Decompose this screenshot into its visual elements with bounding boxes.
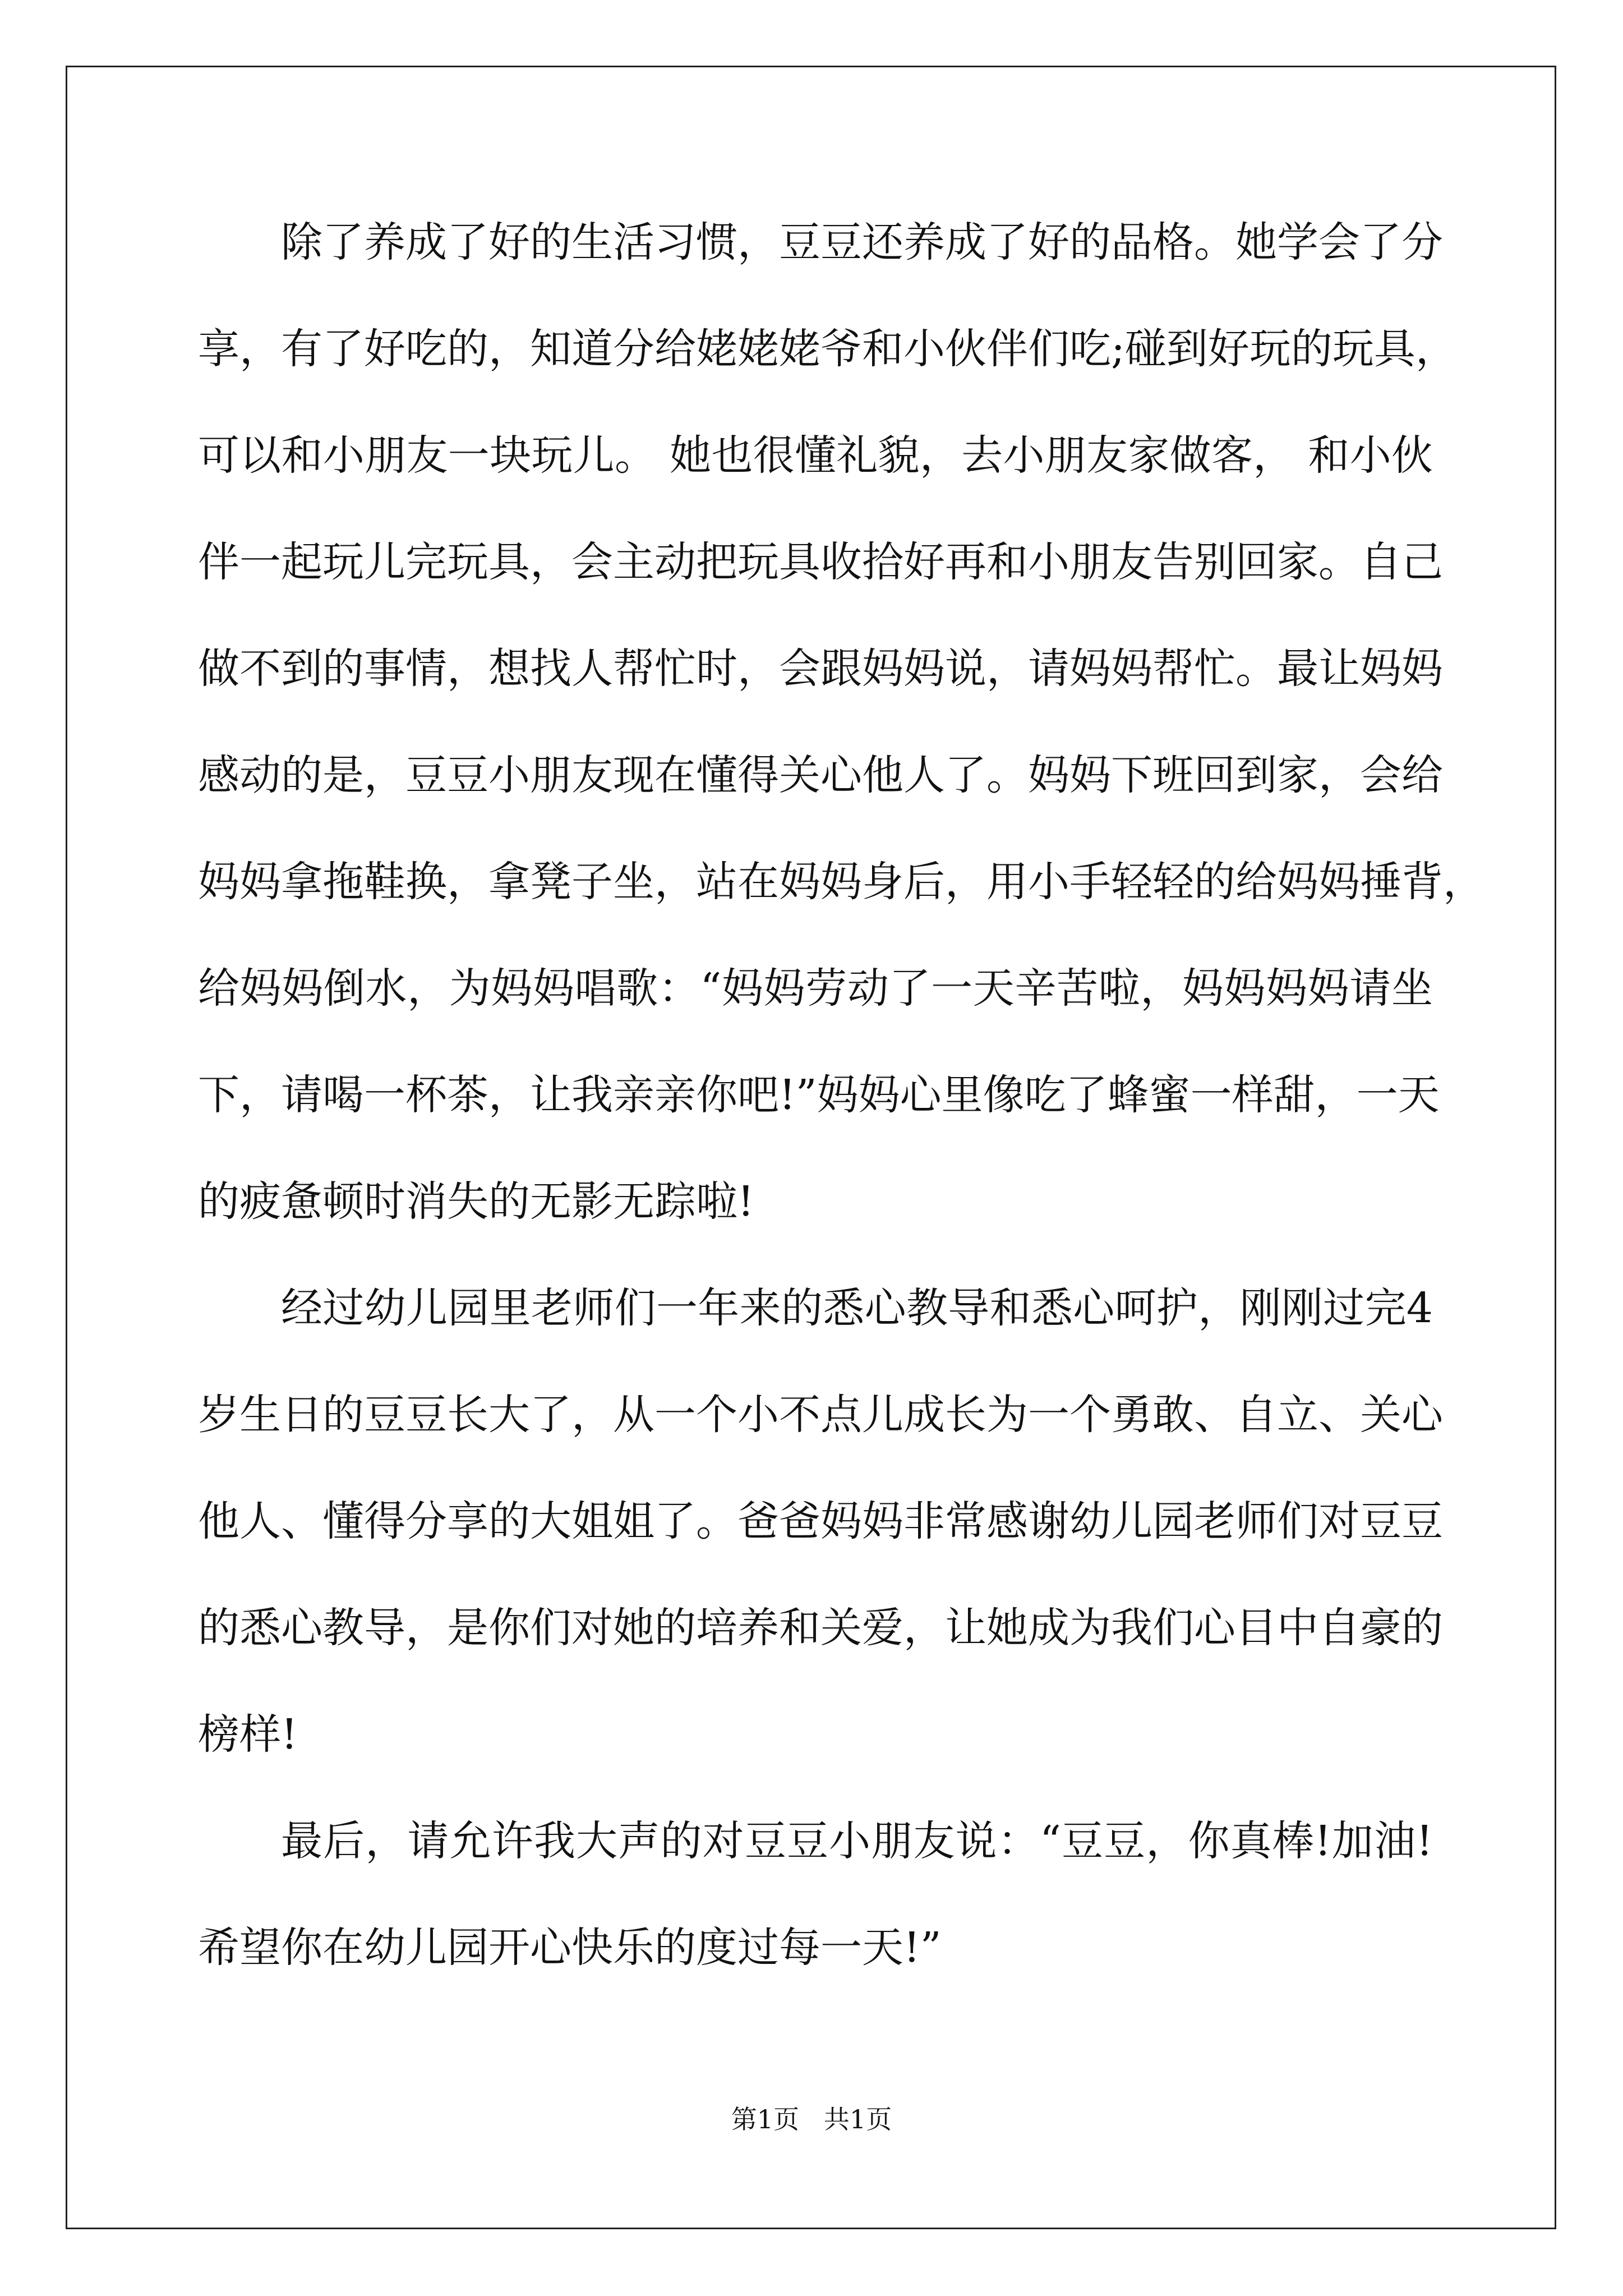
text-line: 榜样! <box>198 1710 298 1759</box>
text-line: 他人、懂得分享的大姐姐了。爸爸妈妈非常感谢幼儿园老师们对豆豆 <box>198 1497 1443 1545</box>
text-line: 给妈妈倒水，为妈妈唱歌：“妈妈劳动了一天辛苦啦，妈妈妈妈请坐 <box>198 964 1433 1013</box>
text-line: 可以和小朋友一块玩儿。 她也很懂礼貌，去小朋友家做客， 和小伙 <box>198 431 1433 480</box>
page-footer: 第1页 共1页 <box>731 2104 892 2134</box>
text-line: 做不到的事情，想找人帮忙时，会跟妈妈说，请妈妈帮忙。最让妈妈 <box>198 645 1443 693</box>
text-line: 妈妈拿拖鞋换，拿凳子坐，站在妈妈身后，用小手轻轻的给妈妈捶背， <box>198 858 1484 906</box>
text-line: 经过幼儿园里老师们一年来的悉心教导和悉心呵护，刚刚过完4 <box>281 1284 1433 1332</box>
text-line: 岁生日的豆豆长大了，从一个小不点儿成长为一个勇敢、自立、关心 <box>198 1391 1443 1439</box>
text-line: 的悉心教导，是你们对她的培养和关爱，让她成为我们心目中自豪的 <box>198 1604 1443 1652</box>
text-line: 最后，请允许我大声的对豆豆小朋友说：“豆豆，你真棒!加油! <box>281 1817 1433 1865</box>
page-border <box>66 66 1556 2229</box>
text-line: 希望你在幼儿园开心快乐的度过每一天!” <box>198 1924 942 1972</box>
text-line: 感动的是，豆豆小朋友现在懂得关心他人了。妈妈下班回到家，会给 <box>198 751 1443 799</box>
text-line: 伴一起玩儿完玩具，会主动把玩具收拾好再和小朋友告别回家。自己 <box>198 538 1443 586</box>
text-line: 的疲惫顿时消失的无影无踪啦! <box>198 1177 754 1226</box>
text-line: 享，有了好吃的，知道分给姥姥姥爷和小伙伴们吃;碰到好玩的玩具， <box>198 325 1457 373</box>
text-line: 除了养成了好的生活习惯，豆豆还养成了好的品格。她学会了分 <box>281 218 1443 266</box>
text-line: 下，请喝一杯茶，让我亲亲你吧!”妈妈心里像吃了蜂蜜一样甜，一天 <box>198 1071 1440 1119</box>
